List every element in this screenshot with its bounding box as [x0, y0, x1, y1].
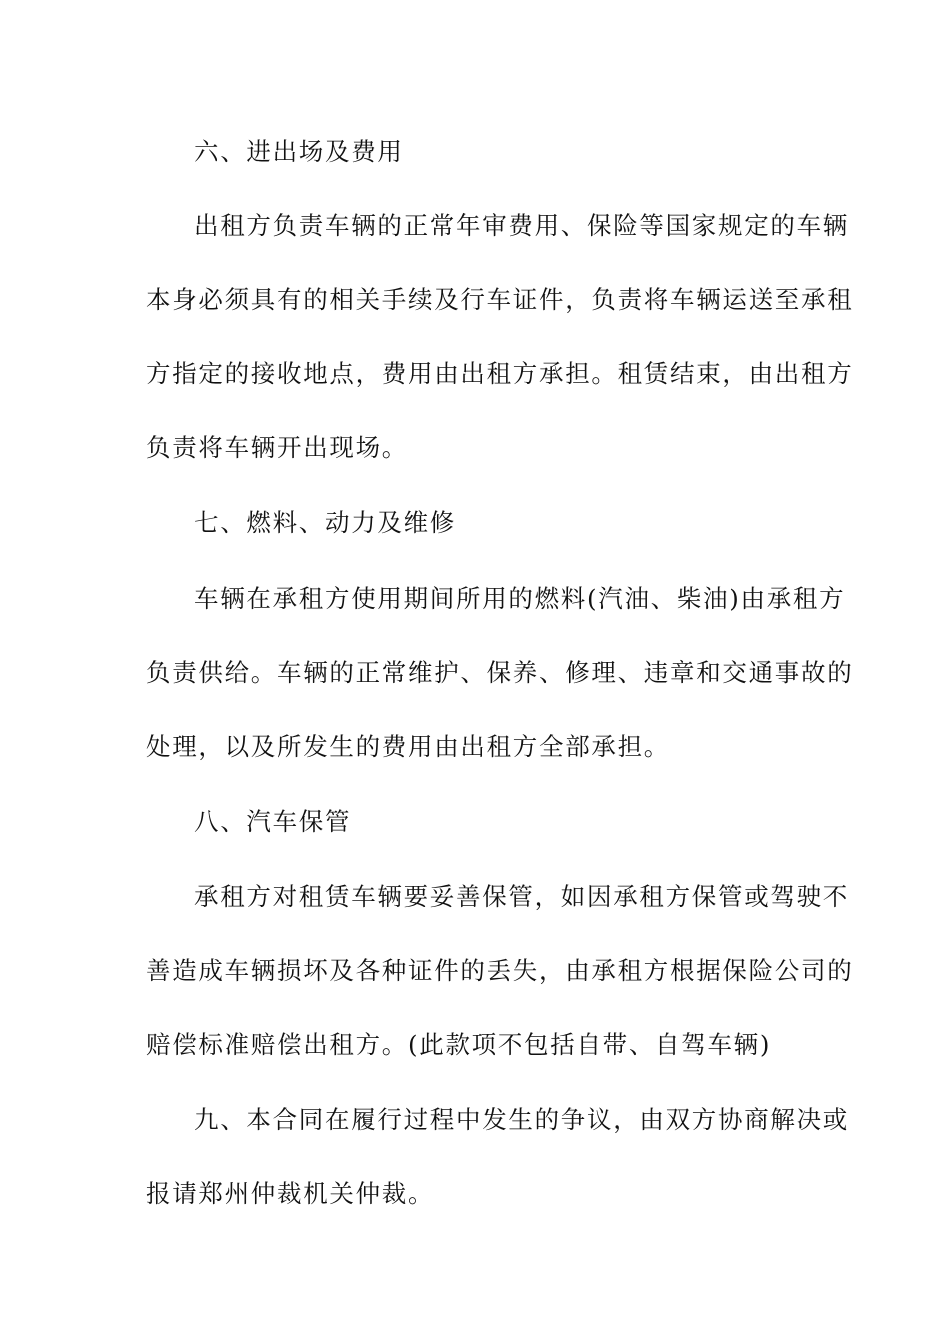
paragraph-line: 负责供给。车辆的正常维护、保养、修理、违章和交通事故的	[146, 658, 854, 687]
paragraph-line: 车辆在承租方使用期间所用的燃料(汽油、柴油)由承租方	[194, 584, 846, 613]
section-heading-7: 七、燃料、动力及维修	[194, 508, 456, 537]
paragraph-line: 赔偿标准赔偿出租方。(此款项不包括自带、自驾车辆)	[146, 1030, 772, 1059]
paragraph-line: 出租方负责车辆的正常年审费用、保险等国家规定的车辆	[194, 211, 849, 240]
paragraph-line: 方指定的接收地点，费用由出租方承担。租赁结束，由出租方	[146, 359, 854, 388]
paragraph-line: 承租方对租赁车辆要妥善保管，如因承租方保管或驾驶不	[194, 882, 849, 911]
paragraph-line: 处理，以及所发生的费用由出租方全部承担。	[146, 732, 670, 761]
paragraph-line: 善造成车辆损坏及各种证件的丢失，由承租方根据保险公司的	[146, 956, 854, 985]
section-heading-6: 六、进出场及费用	[194, 137, 404, 166]
section-heading-8: 八、汽车保管	[194, 807, 352, 836]
paragraph-line: 负责将车辆开出现场。	[146, 433, 408, 462]
section-heading-9: 九、本合同在履行过程中发生的争议，由双方协商解决或	[194, 1105, 849, 1134]
paragraph-line: 本身必须具有的相关手续及行车证件，负责将车辆运送至承租	[146, 285, 854, 314]
paragraph-line: 报请郑州仲裁机关仲裁。	[146, 1179, 435, 1208]
